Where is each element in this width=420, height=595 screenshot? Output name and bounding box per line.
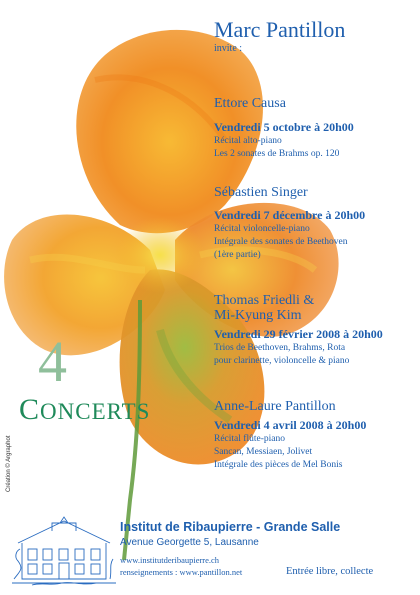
concert-detail: Intégrale des sonates de Beethoven	[214, 237, 348, 247]
venue-name: Institut de Ribaupierre - Grande Salle	[120, 520, 341, 534]
concert-date: Vendredi 4 avril 2008 à 20h00	[214, 418, 367, 432]
title-initial: C	[19, 393, 41, 426]
concert-date: Vendredi 7 décembre à 20h00	[214, 208, 366, 222]
concert-artist: Ettore Causa	[214, 96, 286, 111]
title-concerts	[19, 395, 150, 427]
concert-detail: pour clarinette, violoncelle & piano	[214, 356, 350, 366]
concert-detail: Récital violoncelle-piano	[214, 224, 310, 234]
concert-artist: Anne-Laure Pantillon	[214, 399, 336, 414]
host-invite: invite :	[214, 43, 243, 54]
flower-center	[115, 217, 205, 293]
photo-credit: Création © Argraphot	[6, 435, 12, 492]
concert-detail: Récital flûte-piano	[214, 434, 285, 444]
concert-detail: (1ère partie)	[214, 250, 261, 260]
concert-detail: Les 2 sonates de Brahms op. 120	[214, 149, 340, 159]
title-rest: ONCERTS	[40, 399, 151, 424]
building-sketch-icon	[12, 513, 116, 588]
concert-detail: Intégrale des pièces de Mel Bonis	[214, 460, 343, 470]
concert-artist: Sébastien Singer	[214, 185, 308, 200]
concert-detail: Récital alto-piano	[214, 136, 282, 146]
info-link[interactable]: renseignements : www.pantillon.net	[120, 567, 243, 577]
concert-detail: Sancan, Messiaen, Jolivet	[214, 447, 313, 457]
concert-artist: Thomas Friedli &	[214, 293, 315, 308]
venue-website-link[interactable]: www.institutderibaupierre.ch	[120, 555, 220, 565]
concert-count: 4	[38, 329, 67, 394]
concert-date: Vendredi 5 octobre à 20h00	[214, 120, 354, 134]
host-name: Marc Pantillon	[214, 17, 346, 42]
venue-address: Avenue Georgette 5, Lausanne	[120, 537, 259, 548]
concert-date: Vendredi 29 février 2008 à 20h00	[214, 327, 383, 341]
concert-artist: Mi-Kyung Kim	[214, 308, 302, 323]
concert-detail: Trios de Beethoven, Brahms, Rota	[214, 343, 346, 353]
entry-note: Entrée libre, collecte	[286, 566, 374, 577]
